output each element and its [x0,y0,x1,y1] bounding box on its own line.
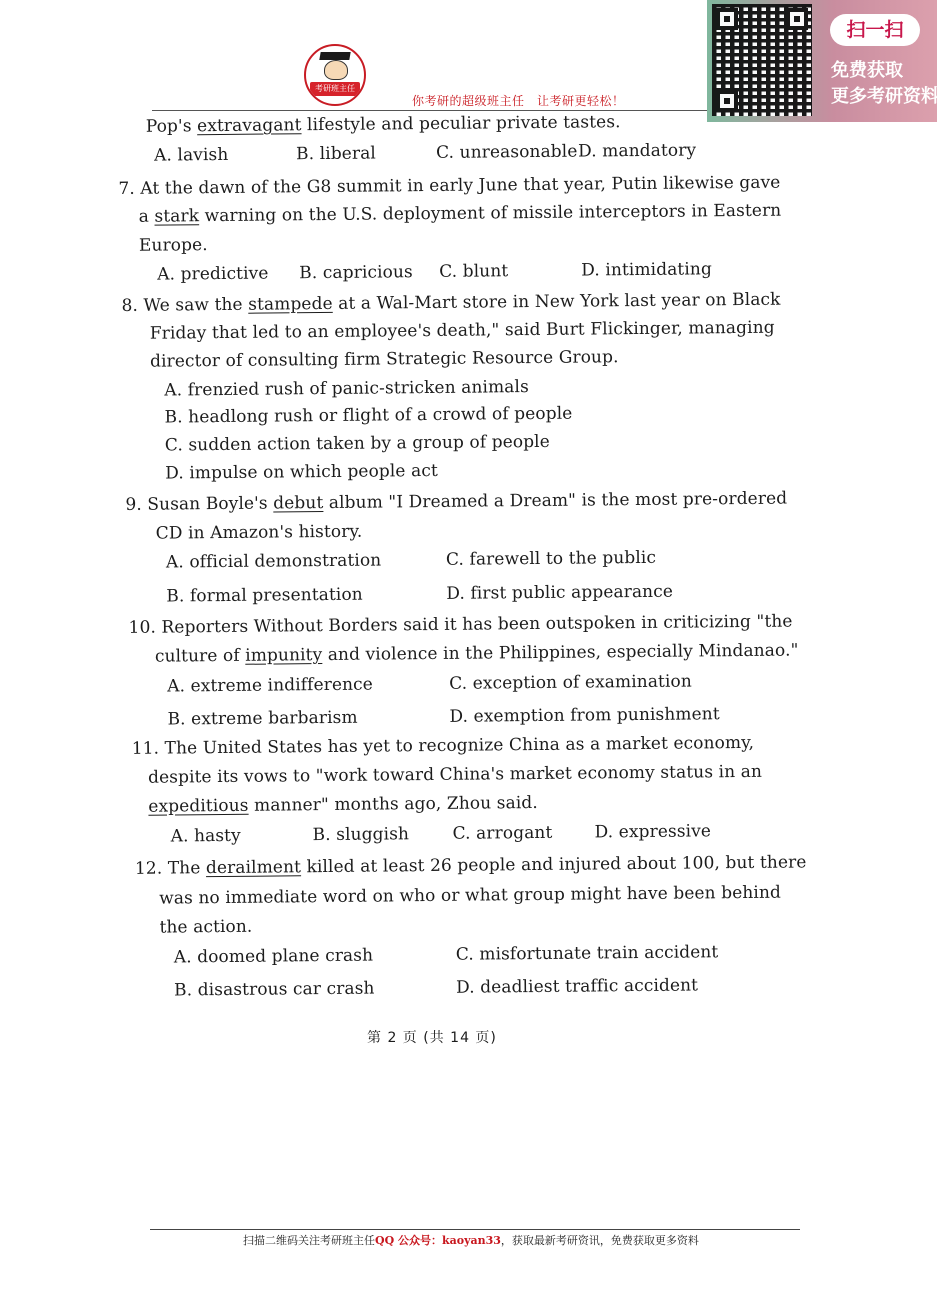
q12-line-1: 12. The derailment killed at least 26 people and injured about 100, but there [134,852,807,879]
q8-keyword: stampede [248,293,333,315]
q12-keyword: derailment [205,857,302,879]
q11-keyword: expeditious [148,795,249,817]
footer-text: 扫描二维码关注考研班主任QQ 公众号：kaoyan33，获取最新考研资讯，免费获取更多资料 [243,1234,699,1247]
q7-line-3: Europe. [138,235,208,256]
q12-option-a: A. doomed plane crash [173,945,374,968]
q9-option-a: A. official demonstration [165,550,382,573]
q6-option-b: B. liberal [296,143,377,165]
q9-keyword: debut [273,493,324,514]
q9-option-d: D. first public appearance [446,581,674,604]
q10-line-2: culture of impunity and violence in the Philippines, especially Mindanao." [154,640,799,667]
q7-option-a: A. predictive [157,263,269,285]
q9-line-1: 9. Susan Boyle's debut album "I Dreamed a Dream" is the most pre-ordered [125,488,788,515]
promo-line-2: 更多考研资料 [831,86,939,107]
q7-option-d: D. intimidating [581,259,712,281]
q12-option-c: C. misfortunate train accident [455,942,719,965]
q10-keyword: impunity [245,645,323,666]
q10-line-1: 10. Reporters Without Borders said it has been outspoken in criticizing "the [128,611,793,638]
q8-line-3: director of consulting firm Strategic Resource Group. [149,347,619,372]
q8-line-2: Friday that led to an employee's death," said Burt Flickinger, managing [149,317,775,344]
q6-stem: Pop's extravagant lifestyle and peculiar private tastes. [145,112,621,137]
q11-option-a: A. hasty [170,825,241,847]
q7-keyword: stark [154,206,200,227]
footer-divider [150,1229,800,1230]
q12-line-2: was no immediate word on who or what group might have been behind [159,882,782,909]
q10-option-b: B. extreme barbarism [167,707,358,730]
q8-line-1: 8. We saw the stampede at a Wal-Mart store in New York last year on Black [121,289,781,316]
q7-line-1: 7. At the dawn of the G8 summit in early June that year, Putin likewise gave [118,172,781,199]
q11-option-d: D. expressive [594,821,712,843]
q8-option-b: B. headlong rush or flight of a crowd of people [164,403,573,428]
promo-badge: 扫一扫 [830,14,920,46]
q7-option-c: C. blunt [439,261,509,282]
q9-line-2: CD in Amazon's history. [155,521,363,544]
promo-line-1: 免费获取 [831,60,903,81]
page-number: 第 2 页 (共 14 页) [367,1030,497,1046]
footer-qq: QQ 公众号：kaoyan33 [375,1234,501,1247]
q9-option-c: C. farewell to the public [445,547,657,570]
q10-option-a: A. extreme indifference [167,674,373,697]
q12-line-3: the action. [159,916,253,938]
q9-option-b: B. formal presentation [166,584,363,607]
q11-line-3: expeditious manner" months ago, Zhou said. [148,792,538,817]
q6-option-d: D. mandatory [577,140,697,162]
q6-option-c: C. unreasonable [435,141,578,163]
q11-line-1: 11. The United States has yet to recognize China as a market economy, [131,732,755,759]
q6-keyword: extravagant [197,115,302,137]
q10-option-c: C. exception of examination [449,671,692,694]
q11-option-b: B. sluggish [312,824,410,846]
header-tagline: 你考研的超级班主任 让考研更轻松！ [412,94,625,108]
q12-option-b: B. disastrous car crash [174,978,375,1001]
q12-option-d: D. deadliest traffic accident [456,975,699,998]
logo-text: 考研班主任 [310,82,360,96]
q6-option-a: A. lavish [154,144,229,166]
q11-option-c: C. arrogant [452,822,553,844]
q8-option-d: D. impulse on which people act [165,460,438,484]
q7-option-b: B. capricious [299,262,413,284]
q11-line-2: despite its vows to "work toward China's market economy status in an [147,761,763,788]
q7-line-2: a stark warning on the U.S. deployment of missile interceptors in Eastern [138,200,782,227]
q8-option-a: A. frenzied rush of panic-stricken animals [164,377,529,401]
q8-option-c: C. sudden action taken by a group of people [164,431,550,456]
q10-option-d: D. exemption from punishment [449,704,720,727]
